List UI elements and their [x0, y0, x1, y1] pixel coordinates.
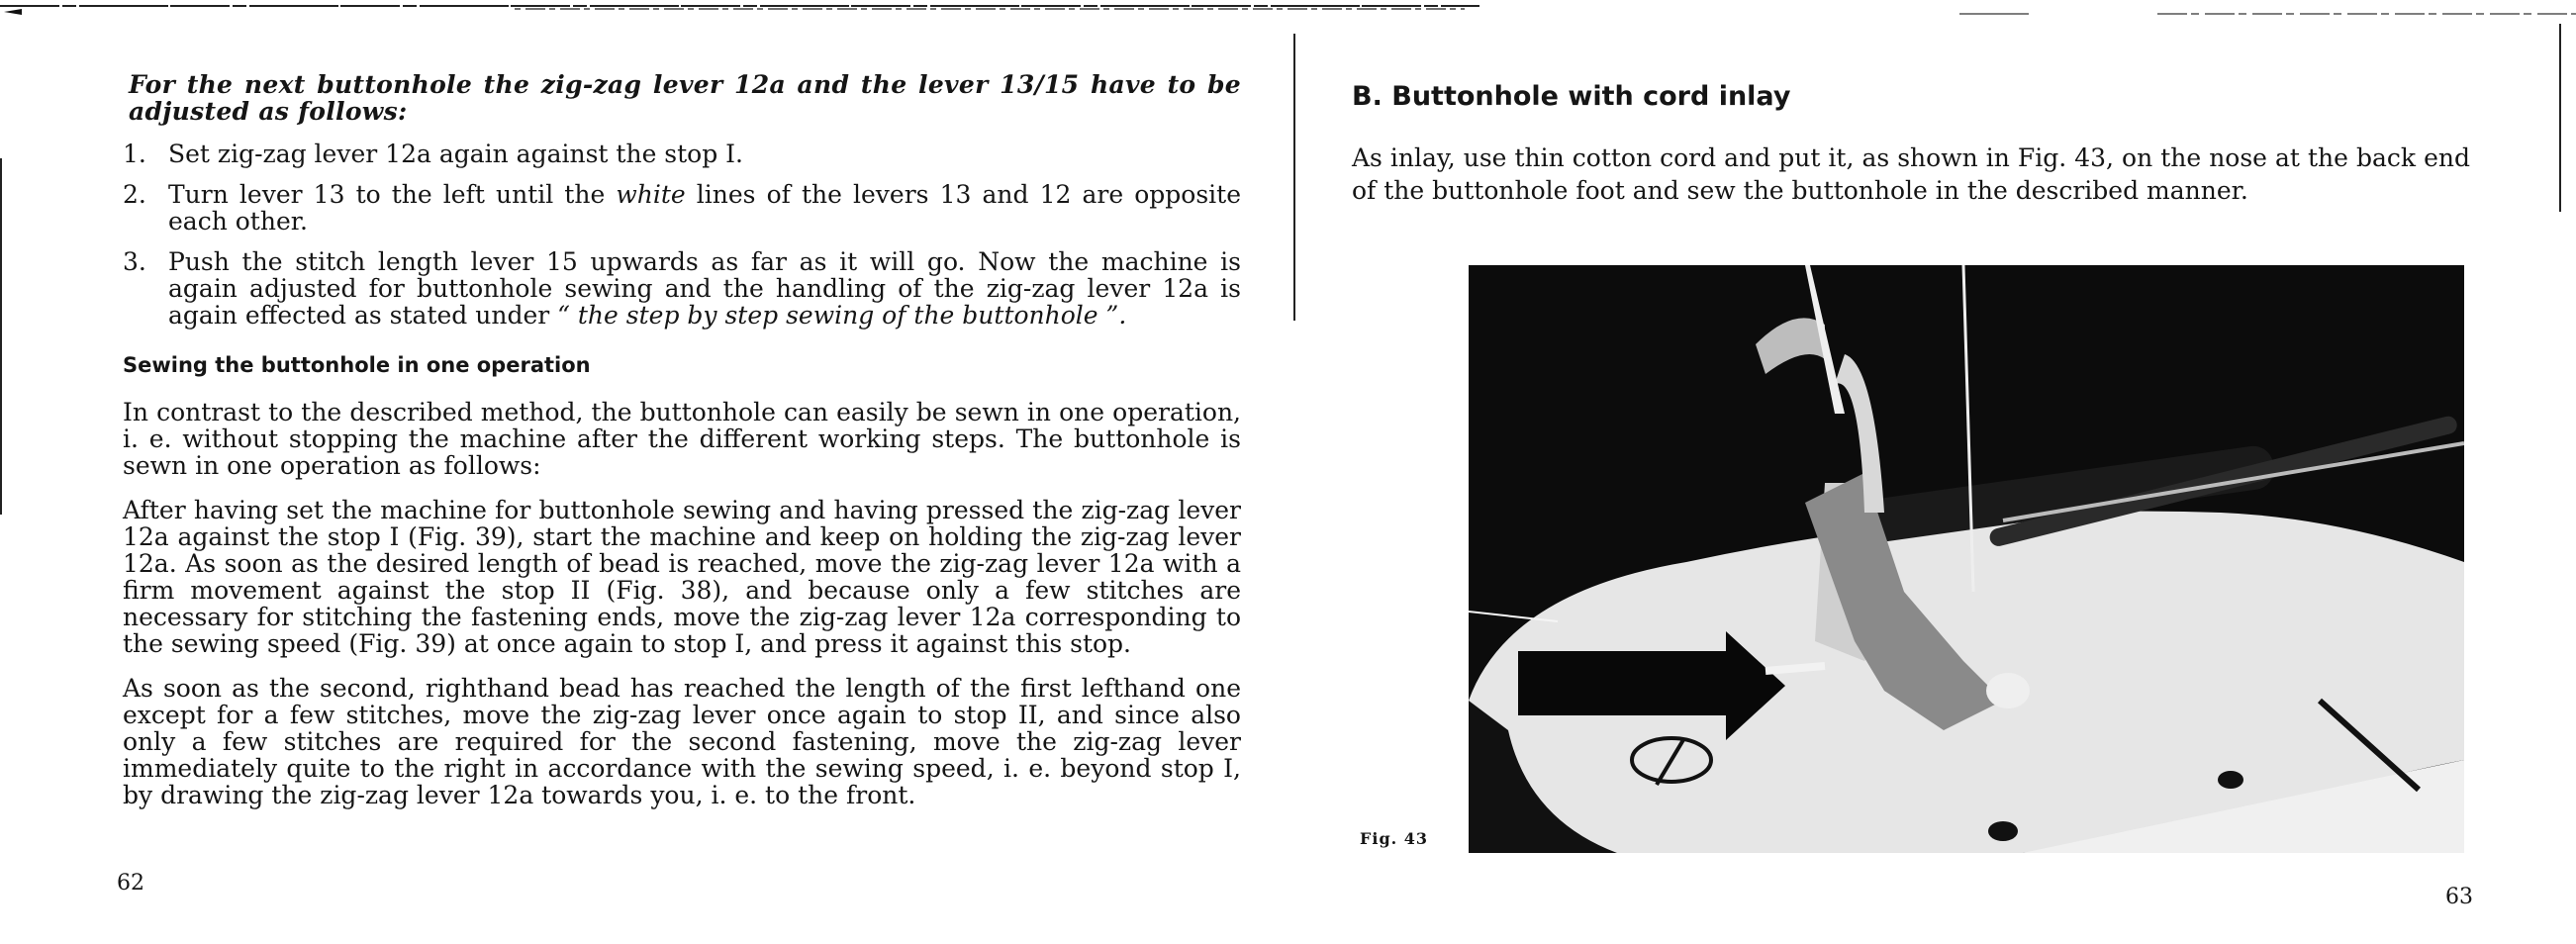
- intro-text: For the next buttonhole the zig-zag lever 12a and the lever 13/15 have to be adjusted as follows:: [129, 70, 1241, 126]
- step-text: Set zig-zag lever 12a again against the stop I.: [168, 140, 744, 168]
- paragraph: In contrast to the described method, the buttonhole can easily be sewn in one operation, i. e. without stopping the machine after the different working steps. The buttonhole is sewn in one operation as follows:: [123, 398, 1241, 480]
- step-text-part: Push the stitch length lever 15 upwards as far as it will go. Now the machine is again adjusted for buttonhole sewing and the handling of the zig-zag lever 12a is again effected as stated under: [168, 247, 1241, 330]
- page-number-left: 62: [117, 871, 144, 896]
- page-number-right: 63: [2445, 885, 2473, 909]
- step-number: 3.: [123, 247, 146, 276]
- step-text-emphasis: “ the step by step sewing of the buttonhole ”.: [557, 301, 1127, 330]
- subheading: Sewing the buttonhole in one operation: [123, 353, 591, 377]
- adjustment-steps: [123, 141, 1241, 329]
- paragraph: As inlay, use thin cotton cord and put it, as shown in Fig. 43, on the nose at the back end of the buttonhole foot and sew the buttonhole in the described manner.: [1352, 143, 2470, 205]
- paragraph: After having set the machine for buttonhole sewing and having pressed the zig-zag lever 12a against the stop I (Fig. 39), start the machine and keep on holding the zig-zag lever 12a. As soon as the desired length of bead is reached, move the zig-zag lever 12a with a firm movement against the stop II (Fig. 38), and because only a few stitches are necessary for stitching the fastening ends, move the zig-zag lever 12a corresponding to the sewing speed (Fig. 39) at once again to stop I, and press it against this stop.: [123, 496, 1241, 658]
- paragraph: As soon as the second, righthand bead has reached the length of the first lefthand one except for a few stitches, move the zig-zag lever once again to stop II, and since also only a few stitches are required for the second fastening, move the zig-zag lever immediately quite to the right in accordance with the sewing speed, i. e. beyond stop I, by drawing the zig-zag lever 12a towards you, i. e. to the front.: [123, 674, 1241, 809]
- step-text-emphasis: white: [616, 180, 686, 209]
- step-number: 1.: [123, 140, 146, 168]
- figure-photo: [1469, 265, 2464, 853]
- section-title-text: Buttonhole with cord inlay: [1391, 81, 1791, 112]
- step-text-part: lines of the levers 13 and 12 are opposite each other.: [168, 180, 1241, 236]
- step-text: [168, 248, 1241, 329]
- step-item: [123, 248, 1241, 329]
- step-number: 2.: [123, 180, 146, 209]
- step-item: [123, 141, 1241, 167]
- section-prefix: B.: [1352, 81, 1383, 112]
- step-item: [123, 181, 1241, 235]
- right-page: [1306, 0, 2576, 944]
- step-text: [168, 181, 1241, 235]
- step-text-part: Turn lever 13 to the left until the: [168, 180, 617, 209]
- figure-caption: Fig. 43: [1360, 829, 1429, 848]
- right-page-body: [1352, 81, 2470, 207]
- left-page-body: [123, 71, 1241, 826]
- section-title: [1352, 81, 2470, 112]
